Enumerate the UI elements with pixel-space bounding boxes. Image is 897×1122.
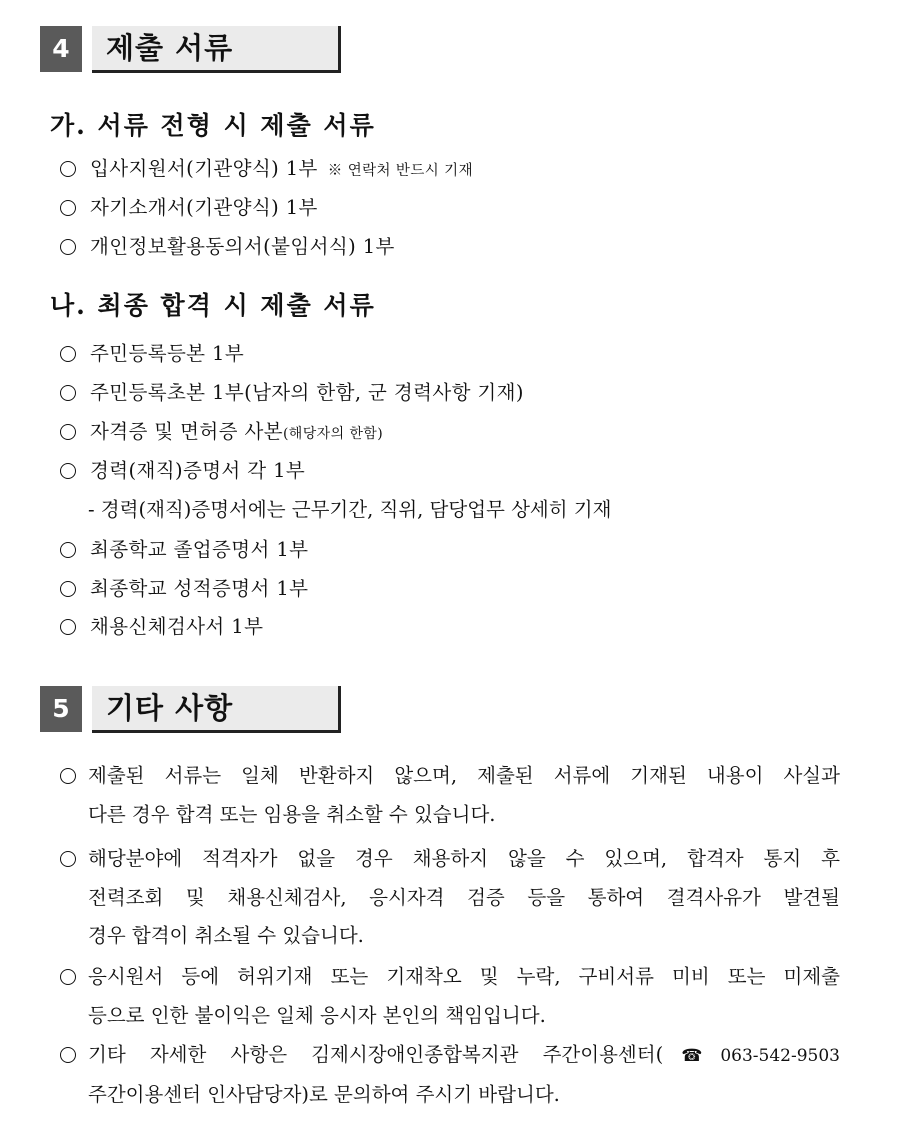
- list-item: 자격증 및 면허증 사본(해당자의 한함): [60, 416, 383, 444]
- section-4-number: 4: [40, 26, 82, 72]
- section-5-header: [40, 686, 332, 734]
- circle-bullet-icon: [60, 463, 76, 479]
- list-item: 최종학교 성적증명서 1부: [60, 573, 308, 601]
- circle-bullet-icon: [60, 768, 76, 784]
- circle-bullet-icon: [60, 619, 76, 635]
- list-item: 개인정보활용동의서(붙임서식) 1부: [60, 231, 395, 259]
- list-item: 자기소개서(기관양식) 1부: [60, 192, 318, 220]
- circle-bullet-icon: [60, 581, 76, 597]
- notice-paragraph: 기타 자세한 사항은 김제시장애인종합복지관 주간이용센터(☎063-542-9503 주간이용센터 인사담당자)로 문의하여 주시기 바랍니다.: [60, 1036, 840, 1114]
- circle-bullet-icon: [60, 542, 76, 558]
- circle-bullet-icon: [60, 239, 76, 255]
- list-item: 주민등록등본 1부: [60, 338, 244, 366]
- phone-number: 063-542-9503: [720, 1046, 840, 1066]
- contact-note: ※ 연락처 반드시 기재: [327, 163, 473, 179]
- circle-bullet-icon: [60, 424, 76, 440]
- subheading-document-screening: 가. 서류 전형 시 제출 서류: [50, 111, 376, 140]
- circle-bullet-icon: [60, 851, 76, 867]
- circle-bullet-icon: [60, 200, 76, 216]
- circle-bullet-icon: [60, 969, 76, 985]
- section-5-title: 기타 사항: [92, 686, 341, 733]
- circle-bullet-icon: [60, 1047, 76, 1063]
- subheading-final-pass: 나. 최종 합격 시 제출 서류: [50, 291, 376, 320]
- qualifier-note: (해당자의 한함): [282, 426, 384, 442]
- list-item: 입사지원서(기관양식) 1부 ※ 연락처 반드시 기재: [60, 153, 473, 181]
- list-item: 경력(재직)증명서 각 1부: [60, 455, 305, 483]
- list-item: 최종학교 졸업증명서 1부: [60, 534, 308, 562]
- section-5-number: 5: [40, 686, 82, 732]
- section-4-title: 제출 서류: [92, 26, 341, 73]
- circle-bullet-icon: [60, 385, 76, 401]
- notice-paragraph: 응시원서 등에 허위기재 또는 기재착오 및 누락, 구비서류 미비 또는 미제출 등으로 인한 불이익은 일체 응시자 본인의 책임입니다.: [60, 958, 840, 1035]
- list-item: 채용신체검사서 1부: [60, 611, 263, 639]
- notice-paragraph: 해당분야에 적격자가 없을 경우 채용하지 않을 수 있으며, 합격자 통지 후 전력조회 및 채용신체검사, 응시자격 검증 등을 통하여 결격사유가 발견될 경우 합격이 취소될 수 있습니다.: [60, 840, 840, 956]
- circle-bullet-icon: [60, 346, 76, 362]
- career-detail-note: - 경력(재직)증명서에는 근무기간, 직위, 담당업무 상세히 기재: [88, 498, 612, 521]
- list-item: 주민등록초본 1부(남자의 한함, 군 경력사항 기재): [60, 377, 524, 405]
- circle-bullet-icon: [60, 161, 76, 177]
- section-4-header: [40, 26, 332, 74]
- notice-paragraph: 제출된 서류는 일체 반환하지 않으며, 제출된 서류에 기재된 내용이 사실과 다른 경우 합격 또는 임용을 취소할 수 있습니다.: [60, 757, 840, 834]
- phone-icon: ☎: [663, 1046, 721, 1066]
